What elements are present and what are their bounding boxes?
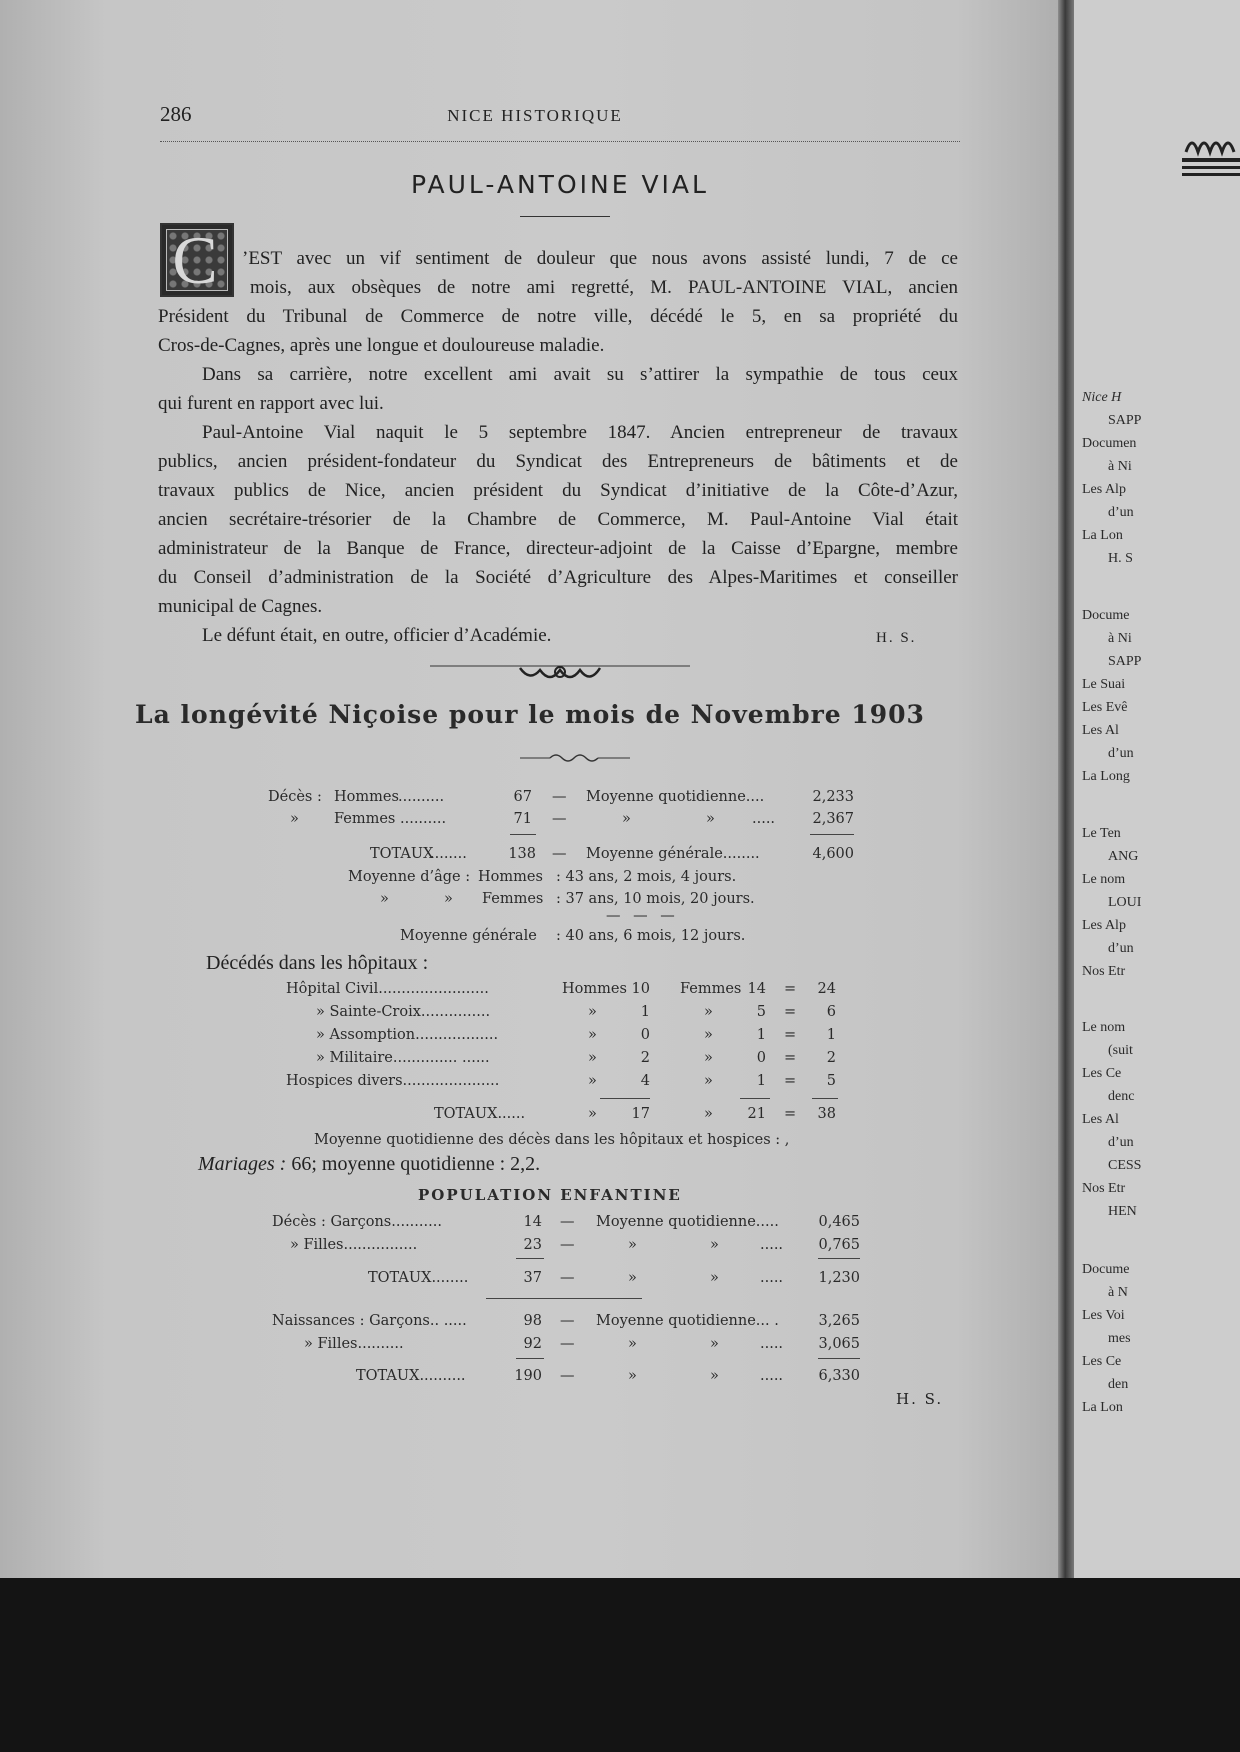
ditto: »: [628, 1270, 637, 1286]
ditto: »: [710, 1336, 719, 1352]
avg-value: 4,600: [812, 846, 854, 862]
sum-rule: [740, 1098, 770, 1099]
equals: =: [784, 1050, 797, 1066]
toc-line: H. S: [1108, 551, 1133, 566]
toc-line: Les Evê: [1082, 700, 1128, 715]
hospital-h-value: 0: [640, 1027, 650, 1043]
article-line: Cros-de-Cagnes, après une longue et douloureuse maladie.: [158, 335, 605, 356]
leader-dots: .....: [760, 1336, 784, 1352]
hospital-name: Hôpital Civil........................: [286, 981, 489, 997]
dash: —: [552, 811, 567, 827]
hospital-name: » Assomption..................: [316, 1027, 499, 1043]
article-line: mois, aux obsèques de notre ami regretté, M. PAUL-ANTOINE VIAL, ancien: [250, 277, 958, 298]
hospital-f-value: 14: [747, 981, 766, 997]
avg-value: 2,233: [812, 789, 854, 805]
title-rule: [520, 216, 610, 217]
deces-row-label: Femmes: [334, 811, 396, 827]
enf-label: Naissances : Garçons.. .....: [272, 1313, 467, 1329]
article-line: qui furent en rapport avec lui.: [158, 393, 384, 414]
toc-line: La Long: [1082, 769, 1130, 784]
total-value: 138: [508, 846, 536, 862]
leader-dots: ..........: [400, 811, 447, 827]
equals: =: [784, 1027, 797, 1043]
toc-line: Les Al: [1082, 1112, 1119, 1127]
toc-line: Les Al: [1082, 723, 1119, 738]
hospital-h-label: »: [588, 1106, 597, 1122]
ornament-divider: [430, 660, 690, 686]
ditto: »: [290, 811, 299, 827]
dash: —: [560, 1270, 575, 1286]
hospital-avg-line: Moyenne quotidienne des décès dans les hôpitaux et hospices : ,: [314, 1132, 790, 1148]
leader-dots: .....: [760, 1237, 784, 1253]
header-rule: [160, 141, 960, 142]
age-value: : 37 ans, 10 mois, 20 jours.: [556, 891, 755, 907]
dropcap: [160, 223, 234, 297]
hospital-h-label: »: [588, 1050, 597, 1066]
section-rule: [486, 1298, 642, 1299]
sum-rule: [818, 1358, 860, 1359]
ditto: »: [628, 1368, 637, 1384]
avg-value: 3,065: [818, 1336, 860, 1352]
sum-rule: [516, 1258, 544, 1259]
enf-value: 14: [523, 1214, 542, 1230]
toc-line: d’un: [1108, 746, 1134, 761]
ditto: »: [710, 1368, 719, 1384]
avg-label: Moyenne quotidienne....: [586, 789, 765, 805]
hospital-total: 1: [826, 1027, 836, 1043]
toc-line: Nos Etr: [1082, 1181, 1126, 1196]
toc-line: SAPP: [1108, 654, 1142, 669]
toc-line: Le nom: [1082, 872, 1126, 887]
dash: —: [560, 1368, 575, 1384]
age-sex: Femmes: [482, 891, 544, 907]
equals: =: [784, 1106, 797, 1122]
hospital-h-value: 10: [631, 981, 650, 997]
deces-label: Décès :: [268, 789, 322, 805]
hospital-name: » Sainte-Croix...............: [316, 1004, 491, 1020]
hospital-total-label: TOTAUX......: [434, 1106, 526, 1122]
avg-label: Moyenne quotidienne.....: [596, 1214, 779, 1230]
article-line: publics, ancien président-fondateur du Syndicat des Entrepreneurs de bâtiments et de: [158, 451, 958, 472]
article-line: du Conseil d’administration de la Société d’Agriculture des Alpes-Maritimes et conseiller: [158, 567, 958, 588]
toc-line: La Lon: [1082, 1400, 1123, 1415]
hospital-h-value: 2: [640, 1050, 650, 1066]
age-dashes: — — —: [606, 908, 679, 924]
hospital-h-value: 1: [640, 1004, 650, 1020]
hospital-h-value: 17: [631, 1106, 650, 1122]
avg-value: 0,765: [818, 1237, 860, 1253]
enf-total-value: 37: [523, 1270, 542, 1286]
article-line: travaux publics de Nice, ancien président du Syndicat d’initiative de la Côte-d’Azur,: [158, 480, 958, 501]
hospital-h-label: »: [588, 1073, 597, 1089]
hospital-f-label: »: [704, 1027, 713, 1043]
hospital-f-value: 5: [756, 1004, 766, 1020]
mariages-text: 66; moyenne quotidienne : 2,2.: [291, 1153, 541, 1175]
equals: =: [784, 1073, 797, 1089]
age-general-value: : 40 ans, 6 mois, 12 jours.: [556, 928, 746, 944]
hospital-h-value: 4: [640, 1073, 650, 1089]
toc-line: Les Ce: [1082, 1066, 1122, 1081]
running-title: NICE HISTORIQUE: [447, 106, 623, 125]
ditto: »: [710, 1237, 719, 1253]
avg-value: 6,330: [818, 1368, 860, 1384]
deces-row-label: Hommes: [334, 789, 399, 805]
longevity-signature: H. S.: [896, 1390, 944, 1408]
toc-line: d’un: [1108, 505, 1134, 520]
article-line: ancien secrétaire-trésorier de la Chambre de Commerce, M. Paul-Antoine Vial était: [158, 509, 958, 530]
avg-value: 1,230: [818, 1270, 860, 1286]
toc-line: Les Voi: [1082, 1308, 1125, 1323]
enf-value: 92: [523, 1336, 542, 1352]
dash: —: [560, 1237, 575, 1253]
page-number: 286: [160, 102, 192, 126]
mariages-label: Mariages :: [198, 1153, 287, 1175]
sum-rule: [600, 1098, 650, 1099]
avg-label: Moyenne quotidienne... .: [596, 1313, 779, 1329]
ditto: »: [710, 1270, 719, 1286]
toc-line: à Ni: [1108, 631, 1132, 646]
article-line: Président du Tribunal de Commerce de notre ville, décédé le 5, en sa propriété du: [158, 306, 958, 327]
dash: —: [552, 846, 567, 862]
leader-dots: ........: [430, 846, 467, 862]
toc-line: Les Alp: [1082, 482, 1126, 497]
deces-row-value: 71: [513, 811, 532, 827]
leader-dots: .....: [752, 811, 776, 827]
toc-line: Nice H: [1082, 390, 1122, 405]
toc-line: Documen: [1082, 436, 1137, 451]
age-sex: Hommes: [478, 869, 543, 885]
hospital-h-label: »: [588, 1027, 597, 1043]
toc-line: d’un: [1108, 941, 1134, 956]
avg-label: Moyenne générale........: [586, 846, 760, 862]
hospital-f-label: »: [704, 1073, 713, 1089]
hospital-name: Hospices divers.....................: [286, 1073, 500, 1089]
sum-rule: [510, 834, 536, 835]
ditto: »: [444, 891, 453, 907]
sum-rule: [818, 1258, 860, 1259]
leader-dots: .....: [760, 1368, 784, 1384]
toc-line: HEN: [1108, 1204, 1137, 1219]
ditto: »: [622, 811, 631, 827]
enf-label: Décès : Garçons...........: [272, 1214, 442, 1230]
avg-value: 0,465: [818, 1214, 860, 1230]
toc-line: La Lon: [1082, 528, 1123, 543]
enf-total-value: 190: [514, 1368, 542, 1384]
leader-dots: .....: [760, 1270, 784, 1286]
enf-total-label: TOTAUX........: [368, 1270, 469, 1286]
ditto: »: [706, 811, 715, 827]
toc-line: CESS: [1108, 1158, 1142, 1173]
enf-label: » Filles..........: [304, 1336, 404, 1352]
toc-line: denc: [1108, 1089, 1135, 1104]
book-gutter: [1058, 0, 1074, 1578]
hospital-f-value: 0: [756, 1050, 766, 1066]
fleuron-icon: [1180, 122, 1240, 180]
hospital-h-label: Hommes: [562, 981, 627, 997]
avg-value: 3,265: [818, 1313, 860, 1329]
hospital-h-label: »: [588, 1004, 597, 1020]
dash: —: [560, 1214, 575, 1230]
sum-rule: [812, 1098, 838, 1099]
hospital-f-label: »: [704, 1004, 713, 1020]
dash: —: [560, 1336, 575, 1352]
article-signature: H. S.: [876, 630, 917, 646]
hospital-name: » Militaire.............. ......: [316, 1050, 490, 1066]
hospital-f-value: 21: [747, 1106, 766, 1122]
hospital-total: 2: [826, 1050, 836, 1066]
toc-line: Les Alp: [1082, 918, 1126, 933]
toc-line: (suit: [1108, 1043, 1133, 1058]
age-value: : 43 ans, 2 mois, 4 jours.: [556, 869, 737, 885]
sum-rule: [516, 1358, 544, 1359]
toc-line: LOUI: [1108, 895, 1142, 910]
article-line: ’EST avec un vif sentiment de douleur que nous avons assisté lundi, 7 de ce: [242, 248, 958, 269]
hospital-f-value: 1: [756, 1073, 766, 1089]
enf-value: 23: [523, 1237, 542, 1253]
hospitals-heading: Décédés dans les hôpitaux :: [206, 952, 429, 974]
small-ornament: [520, 752, 630, 764]
deces-row-value: 67: [513, 789, 532, 805]
article-line: municipal de Cagnes.: [158, 596, 323, 617]
leader-dots: ..........: [398, 789, 445, 805]
ditto: »: [628, 1237, 637, 1253]
toc-line: Les Ce: [1082, 1354, 1122, 1369]
enf-total-label: TOTAUX..........: [356, 1368, 466, 1384]
toc-line: SAPP: [1108, 413, 1142, 428]
total-label: TOTAUX: [370, 846, 434, 862]
ditto: »: [380, 891, 389, 907]
dash: —: [552, 789, 567, 805]
article-line: Paul-Antoine Vial naquit le 5 septembre 1847. Ancien entrepreneur de travaux: [202, 422, 958, 443]
longevity-title: La longévité Niçoise pour le mois de Novembre 1903: [135, 700, 925, 729]
ditto: »: [628, 1336, 637, 1352]
toc-line: d’un: [1108, 1135, 1134, 1150]
enf-label: » Filles................: [290, 1237, 418, 1253]
toc-line: à Ni: [1108, 459, 1132, 474]
enfantine-title: POPULATION ENFANTINE: [418, 1186, 682, 1204]
toc-line: Le Suai: [1082, 677, 1126, 692]
hospital-f-label: »: [704, 1106, 713, 1122]
hospital-total: 5: [826, 1073, 836, 1089]
article-line: Le défunt était, en outre, officier d’Académie.: [202, 625, 552, 646]
toc-line: Nos Etr: [1082, 964, 1126, 979]
toc-line: mes: [1108, 1331, 1131, 1346]
age-label: Moyenne d’âge :: [348, 869, 471, 885]
toc-line: den: [1108, 1377, 1129, 1392]
hospital-total: 38: [817, 1106, 836, 1122]
age-general-label: Moyenne générale: [400, 928, 537, 944]
hospital-f-label: Femmes: [680, 981, 742, 997]
hospital-total: 24: [817, 981, 836, 997]
facing-page: [1074, 0, 1240, 1578]
toc-line: ANG: [1108, 849, 1139, 864]
hospital-f-value: 1: [756, 1027, 766, 1043]
equals: =: [784, 981, 797, 997]
article-title: PAUL-ANTOINE VIAL: [411, 170, 709, 199]
toc-line: Docume: [1082, 608, 1130, 623]
dropcap-letter: C: [172, 222, 218, 298]
dash: —: [560, 1313, 575, 1329]
hospital-f-label: »: [704, 1050, 713, 1066]
article-line: administrateur de la Banque de France, directeur-adjoint de la Caisse d’Epargne, membre: [158, 538, 958, 559]
sum-rule: [810, 834, 854, 835]
avg-value: 2,367: [812, 811, 854, 827]
equals: =: [784, 1004, 797, 1020]
toc-line: Docume: [1082, 1262, 1130, 1277]
toc-line: Le Ten: [1082, 826, 1121, 841]
article-line: Dans sa carrière, notre excellent ami avait su s’attirer la sympathie de tous ceux: [202, 364, 958, 385]
hospital-total: 6: [826, 1004, 836, 1020]
toc-line: à N: [1108, 1285, 1128, 1300]
toc-line: Le nom: [1082, 1020, 1126, 1035]
enf-value: 98: [523, 1313, 542, 1329]
